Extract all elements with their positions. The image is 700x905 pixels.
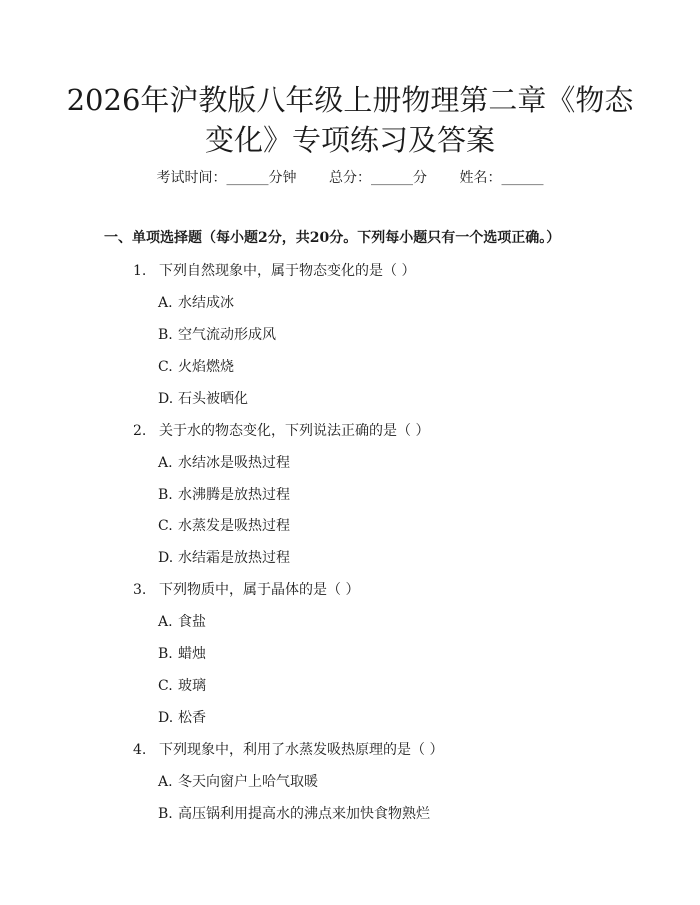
option-text: 水蒸发是吸热过程 bbox=[178, 518, 290, 534]
exam-total-score: 总分：______分 bbox=[329, 170, 427, 186]
question-1 bbox=[133, 261, 415, 281]
question-text: 下列现象中，利用了水蒸发吸热原理的是（ ） bbox=[159, 742, 444, 758]
option-2c bbox=[158, 516, 290, 536]
option-2b bbox=[158, 485, 290, 505]
question-number: 4. bbox=[133, 742, 147, 758]
option-3c bbox=[158, 676, 206, 696]
question-text: 关于水的物态变化，下列说法正确的是（ ） bbox=[159, 423, 430, 439]
question-number: 1. bbox=[133, 263, 147, 279]
option-letter: B. bbox=[158, 327, 173, 343]
option-3b bbox=[158, 644, 206, 664]
option-1c bbox=[158, 357, 234, 377]
question-3 bbox=[133, 580, 359, 600]
option-text: 食盐 bbox=[178, 614, 206, 630]
option-letter: C. bbox=[158, 359, 173, 375]
option-text: 高压锅利用提高水的沸点来加快食物熟烂 bbox=[178, 806, 430, 822]
option-text: 水沸腾是放热过程 bbox=[178, 487, 290, 503]
option-letter: A. bbox=[158, 614, 173, 630]
option-text: 火焰燃烧 bbox=[178, 359, 234, 375]
option-text: 蜡烛 bbox=[178, 646, 206, 662]
section-heading: 一、单项选择题（每小题2分，共20分。下列每小题只有一个选项正确。） bbox=[104, 230, 561, 246]
question-number: 2. bbox=[133, 423, 147, 439]
option-text: 玻璃 bbox=[178, 678, 206, 694]
question-number: 3. bbox=[133, 582, 147, 598]
title-line-1: 2026年沪教版八年级上册物理第二章《物态 bbox=[66, 83, 634, 117]
option-letter: D. bbox=[158, 550, 174, 566]
option-text: 水结冰是吸热过程 bbox=[178, 455, 290, 471]
question-text: 下列自然现象中，属于物态变化的是（ ） bbox=[159, 263, 416, 279]
question-2 bbox=[133, 421, 429, 441]
option-4b bbox=[158, 804, 430, 824]
option-text: 冬天向窗户上哈气取暖 bbox=[178, 774, 318, 790]
option-text: 松香 bbox=[178, 710, 206, 726]
document-title bbox=[40, 80, 660, 160]
option-text: 水结成冰 bbox=[178, 295, 234, 311]
option-2a bbox=[158, 453, 290, 473]
option-3a bbox=[158, 612, 206, 632]
question-4 bbox=[133, 740, 443, 760]
option-2d bbox=[158, 548, 290, 568]
option-letter: A. bbox=[158, 774, 173, 790]
option-1b bbox=[158, 325, 276, 345]
option-letter: B. bbox=[158, 646, 173, 662]
option-letter: C. bbox=[158, 678, 173, 694]
option-letter: D. bbox=[158, 710, 174, 726]
option-letter: B. bbox=[158, 487, 173, 503]
exam-info bbox=[0, 168, 700, 188]
question-text: 下列物质中，属于晶体的是（ ） bbox=[159, 582, 360, 598]
option-letter: A. bbox=[158, 455, 173, 471]
option-1d bbox=[158, 389, 248, 409]
exam-time: 考试时间：______分钟 bbox=[156, 170, 297, 186]
option-letter: D. bbox=[158, 391, 174, 407]
option-3d bbox=[158, 708, 206, 728]
option-letter: C. bbox=[158, 518, 173, 534]
option-letter: A. bbox=[158, 295, 173, 311]
option-text: 水结霜是放热过程 bbox=[178, 550, 290, 566]
option-text: 石头被晒化 bbox=[178, 391, 248, 407]
option-letter: B. bbox=[158, 806, 173, 822]
option-4a bbox=[158, 772, 318, 792]
title-line-2: 变化》专项练习及答案 bbox=[204, 123, 495, 157]
option-text: 空气流动形成风 bbox=[178, 327, 276, 343]
student-name: 姓名：______ bbox=[459, 170, 544, 186]
option-1a bbox=[158, 293, 234, 313]
